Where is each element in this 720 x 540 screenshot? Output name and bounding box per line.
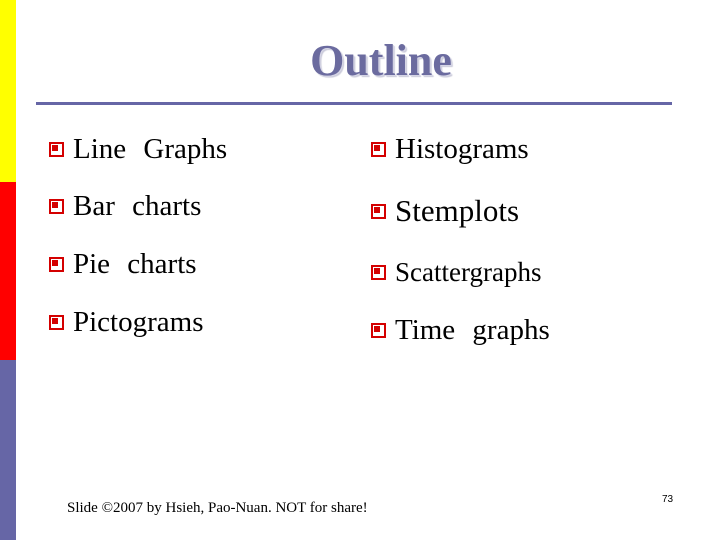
- list-item-left-1: [49, 133, 227, 166]
- square-bullet-icon: [49, 315, 64, 330]
- list-item-label: Scattergraphs: [395, 257, 542, 287]
- list-item-right-1: [371, 133, 529, 166]
- list-item-right-2: [371, 193, 519, 229]
- list-item-right-3: [371, 257, 541, 288]
- list-item-label: Line Graphs: [73, 133, 228, 165]
- slide-title: Outline: [310, 36, 452, 85]
- square-bullet-icon: [371, 204, 386, 219]
- square-bullet-icon: [371, 323, 386, 338]
- list-item-label: Stemplots: [395, 193, 520, 228]
- square-bullet-icon: [49, 199, 64, 214]
- square-bullet-icon: [371, 265, 386, 280]
- list-item-left-4: [49, 306, 204, 339]
- page-number: 73: [662, 494, 674, 505]
- side-bar-red: [0, 182, 16, 360]
- list-item-right-4: [371, 314, 550, 347]
- list-item-label: Pie charts: [73, 248, 197, 280]
- side-bar-purple: [0, 360, 16, 540]
- square-bullet-icon: [49, 142, 64, 157]
- list-item-left-3: [49, 248, 197, 281]
- title-divider: [36, 102, 672, 105]
- side-bar-yellow: [0, 0, 16, 182]
- square-bullet-icon: [49, 257, 64, 272]
- list-item-label: Time graphs: [395, 314, 550, 346]
- list-item-label: Pictograms: [73, 306, 204, 338]
- slide-footer: Slide ©2007 by Hsieh, Pao-Nuan. NOT for share!: [67, 500, 368, 516]
- square-bullet-icon: [371, 142, 386, 157]
- list-item-label: Histograms: [395, 133, 529, 165]
- list-item-label: Bar charts: [73, 190, 202, 222]
- list-item-left-2: [49, 190, 201, 223]
